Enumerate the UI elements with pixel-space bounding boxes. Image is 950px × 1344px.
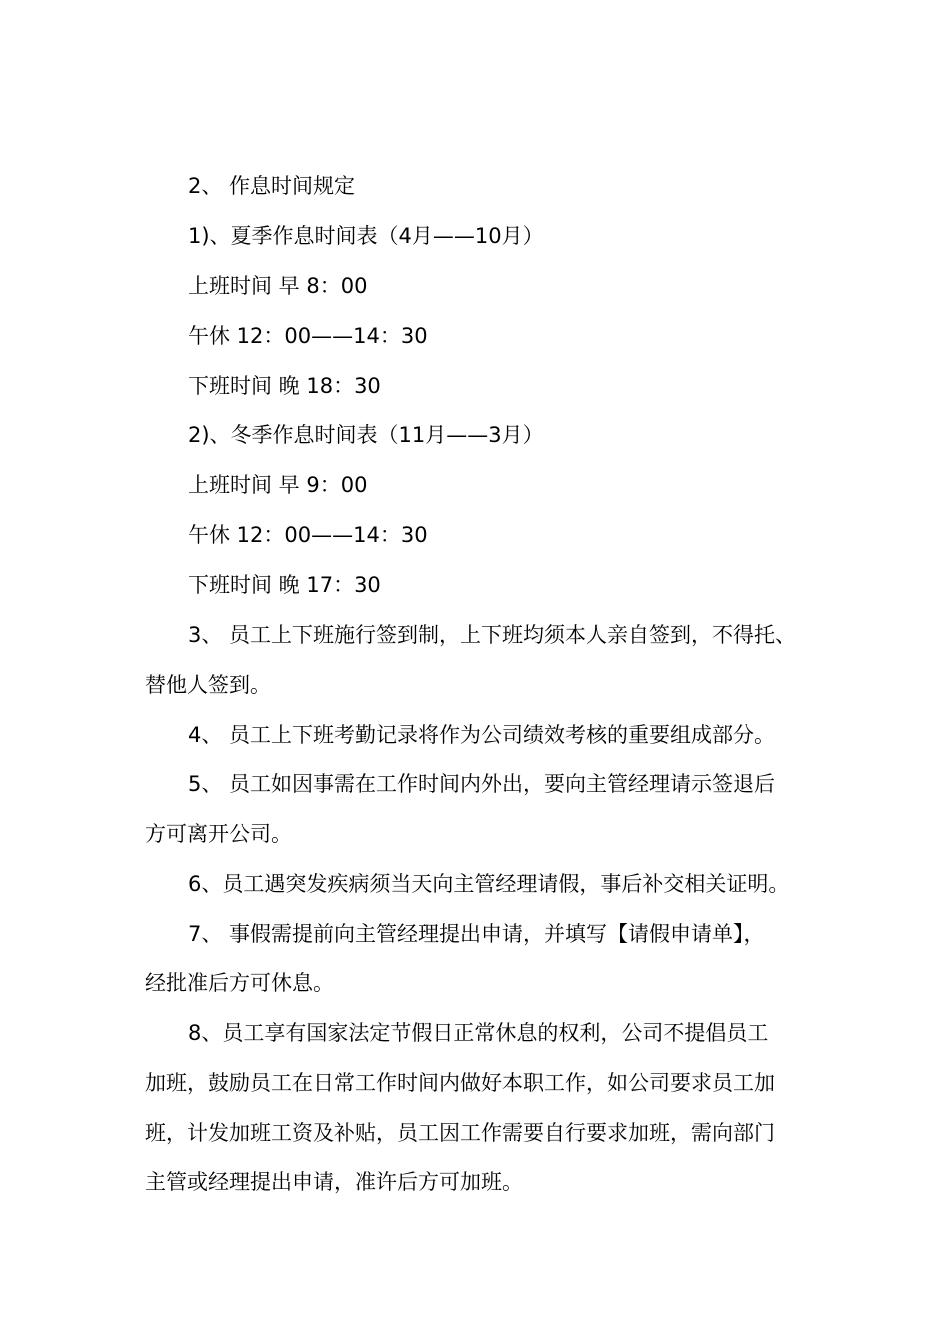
rule-8-line-2: 加班，鼓励员工在日常工作时间内做好本职工作，如公司要求员工加 xyxy=(145,1071,775,1095)
summer-start-time: 上班时间 早 8：00 xyxy=(188,274,368,298)
rule-5-line-2: 方可离开公司。 xyxy=(145,822,292,846)
rule-4: 4、 员工上下班考勤记录将作为公司绩效考核的重要组成部分。 xyxy=(188,723,776,747)
winter-start-time: 上班时间 早 9：00 xyxy=(188,473,368,497)
rule-8-line-4: 主管或经理提出申请，准许后方可加班。 xyxy=(145,1170,523,1194)
rule-3-line-2: 替他人签到。 xyxy=(145,673,271,697)
summer-lunch-break: 午休 12：00——14：30 xyxy=(188,324,428,348)
rule-7-line-1: 7、 事假需提前向主管经理提出申请，并填写【请假申请单】， xyxy=(188,922,765,946)
section-heading: 2、 作息时间规定 xyxy=(188,174,356,198)
rule-8-line-1: 8、员工享有国家法定节假日正常休息的权利，公司不提倡员工 xyxy=(188,1021,769,1045)
rule-6: 6、员工遇突发疾病须当天向主管经理请假，事后补交相关证明。 xyxy=(188,872,790,896)
summer-end-time: 下班时间 晚 18：30 xyxy=(188,374,381,398)
winter-end-time: 下班时间 晚 17：30 xyxy=(188,573,381,597)
rule-7-line-2: 经批准后方可休息。 xyxy=(145,971,334,995)
rule-5-line-1: 5、 员工如因事需在工作时间内外出，要向主管经理请示签退后 xyxy=(188,772,776,796)
rule-3-line-1: 3、 员工上下班施行签到制，上下班均须本人亲自签到，不得托、 xyxy=(188,623,797,647)
summer-schedule-heading: 1)、夏季作息时间表（4月——10月） xyxy=(188,224,544,248)
winter-lunch-break: 午休 12：00——14：30 xyxy=(188,523,428,547)
winter-schedule-heading: 2)、冬季作息时间表（11月——3月） xyxy=(188,423,544,447)
rule-8-line-3: 班，计发加班工资及补贴，员工因工作需要自行要求加班，需向部门 xyxy=(145,1121,775,1145)
